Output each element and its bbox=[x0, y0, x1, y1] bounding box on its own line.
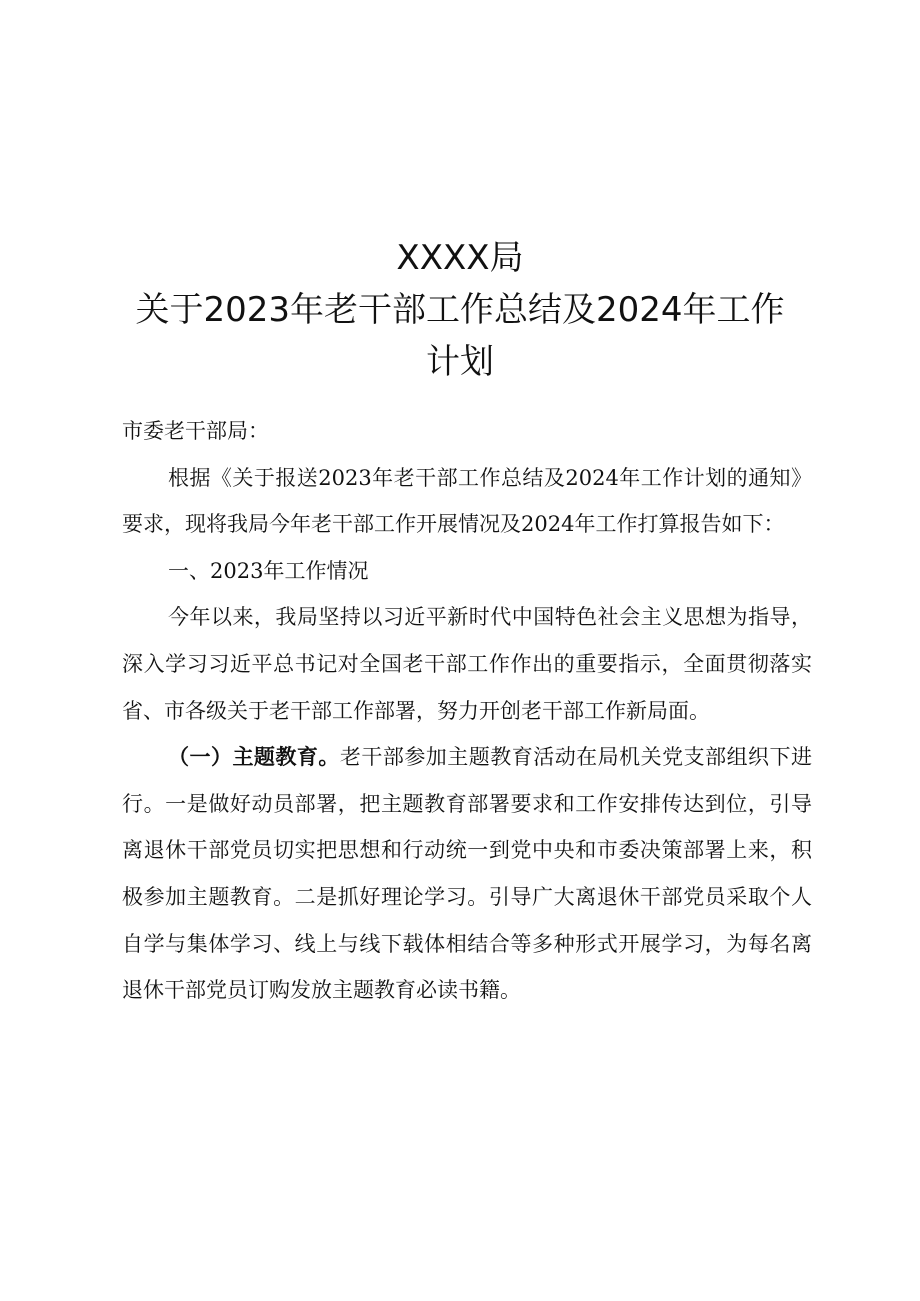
subsection-1-paragraph bbox=[122, 734, 812, 1014]
subsection-heading-1: （一）主题教育。 bbox=[168, 744, 340, 770]
title-line-1: XXXX局 bbox=[396, 238, 524, 278]
section-1-paragraph: 今年以来，我局坚持以习近平新时代中国特色社会主义思想为指导，深入学习习近平总书记对全国老干部工作作出的重要指示，全面贯彻落实省、市各级关于老干部工作部署，努力开创老干部工作新局面。 bbox=[122, 605, 812, 723]
document-title bbox=[0, 232, 920, 388]
section-heading-1: 一、2023年工作情况 bbox=[168, 558, 369, 583]
title-line-3: 计划 bbox=[426, 342, 494, 382]
title-line-2: 关于2023年老干部工作总结及2024年工作 bbox=[135, 290, 785, 330]
salutation: 市委老干部局： bbox=[122, 419, 269, 443]
subsection-1-text: 老干部参加主题教育活动在局机关党支部组织下进行。一是做好动员部署，把主题教育部署要求和工作安排传达到位，引导离退休干部党员切实把思想和行动统一到党中央和市委决策部署上来，积极参加主题教育。二是抓好理论学习。引导广大离退休干部党员采取个人自学与集体学习、线上与线下载体相结合等多种形式开展学习，为每名离退休干部党员订购发放主题教育必读书籍。 bbox=[122, 745, 813, 1003]
intro-paragraph: 根据《关于报送2023年老干部工作总结及2024年工作计划的通知》要求，现将我局今年老干部工作开展情况及2024年工作打算报告如下： bbox=[122, 465, 812, 537]
document-body bbox=[122, 408, 812, 1014]
